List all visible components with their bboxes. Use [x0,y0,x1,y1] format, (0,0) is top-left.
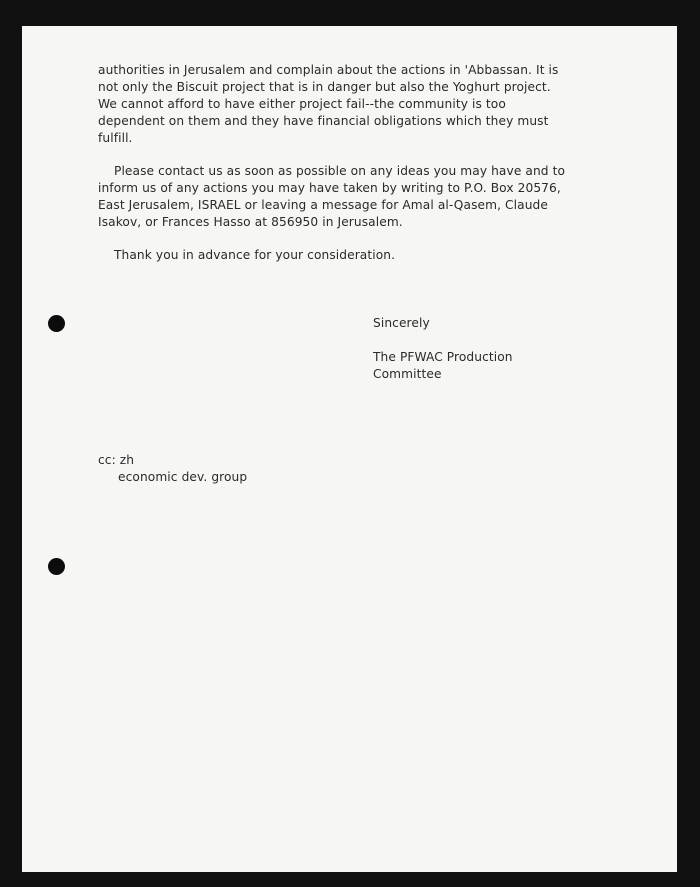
paragraph-line: inform us of any actions you may have taken by writing to P.O. Box 20576, [98,181,561,195]
signature-line: The PFWAC Production [373,350,513,364]
closing-text: Sincerely [373,316,430,330]
punch-hole-top [48,315,65,332]
punch-hole-bottom [48,558,65,575]
paragraph-line: East Jerusalem, ISRAEL or leaving a message for Amal al-Qasem, Claude [98,198,548,212]
paragraph-line: dependent on them and they have financial obligations which they must [98,114,549,128]
cc-line: cc: zh [98,453,135,467]
body-paragraph-2 [98,163,565,231]
paragraph-line: Please contact us as soon as possible on any ideas you may have and to [114,164,566,178]
paragraph-line: authorities in Jerusalem and complain about the actions in 'Abbassan. It is [98,63,559,77]
body-paragraph-1 [98,62,559,147]
paragraph-line: Thank you in advance for your consideration. [114,248,396,262]
paragraph-line: not only the Biscuit project that is in danger but also the Yoghurt project. [98,80,551,94]
paragraph-line: fulfill. [98,131,133,145]
cc-line: economic dev. group [118,470,248,484]
paragraph-line: Isakov, or Frances Hasso at 856950 in Jerusalem. [98,215,403,229]
signature-line: Committee [373,367,442,381]
closing [373,315,430,332]
body-paragraph-3 [98,247,395,264]
cc-block [98,452,247,486]
paragraph-line: We cannot afford to have either project fail--the community is too [98,97,506,111]
signature-block [373,349,513,383]
letter-page [22,26,677,872]
